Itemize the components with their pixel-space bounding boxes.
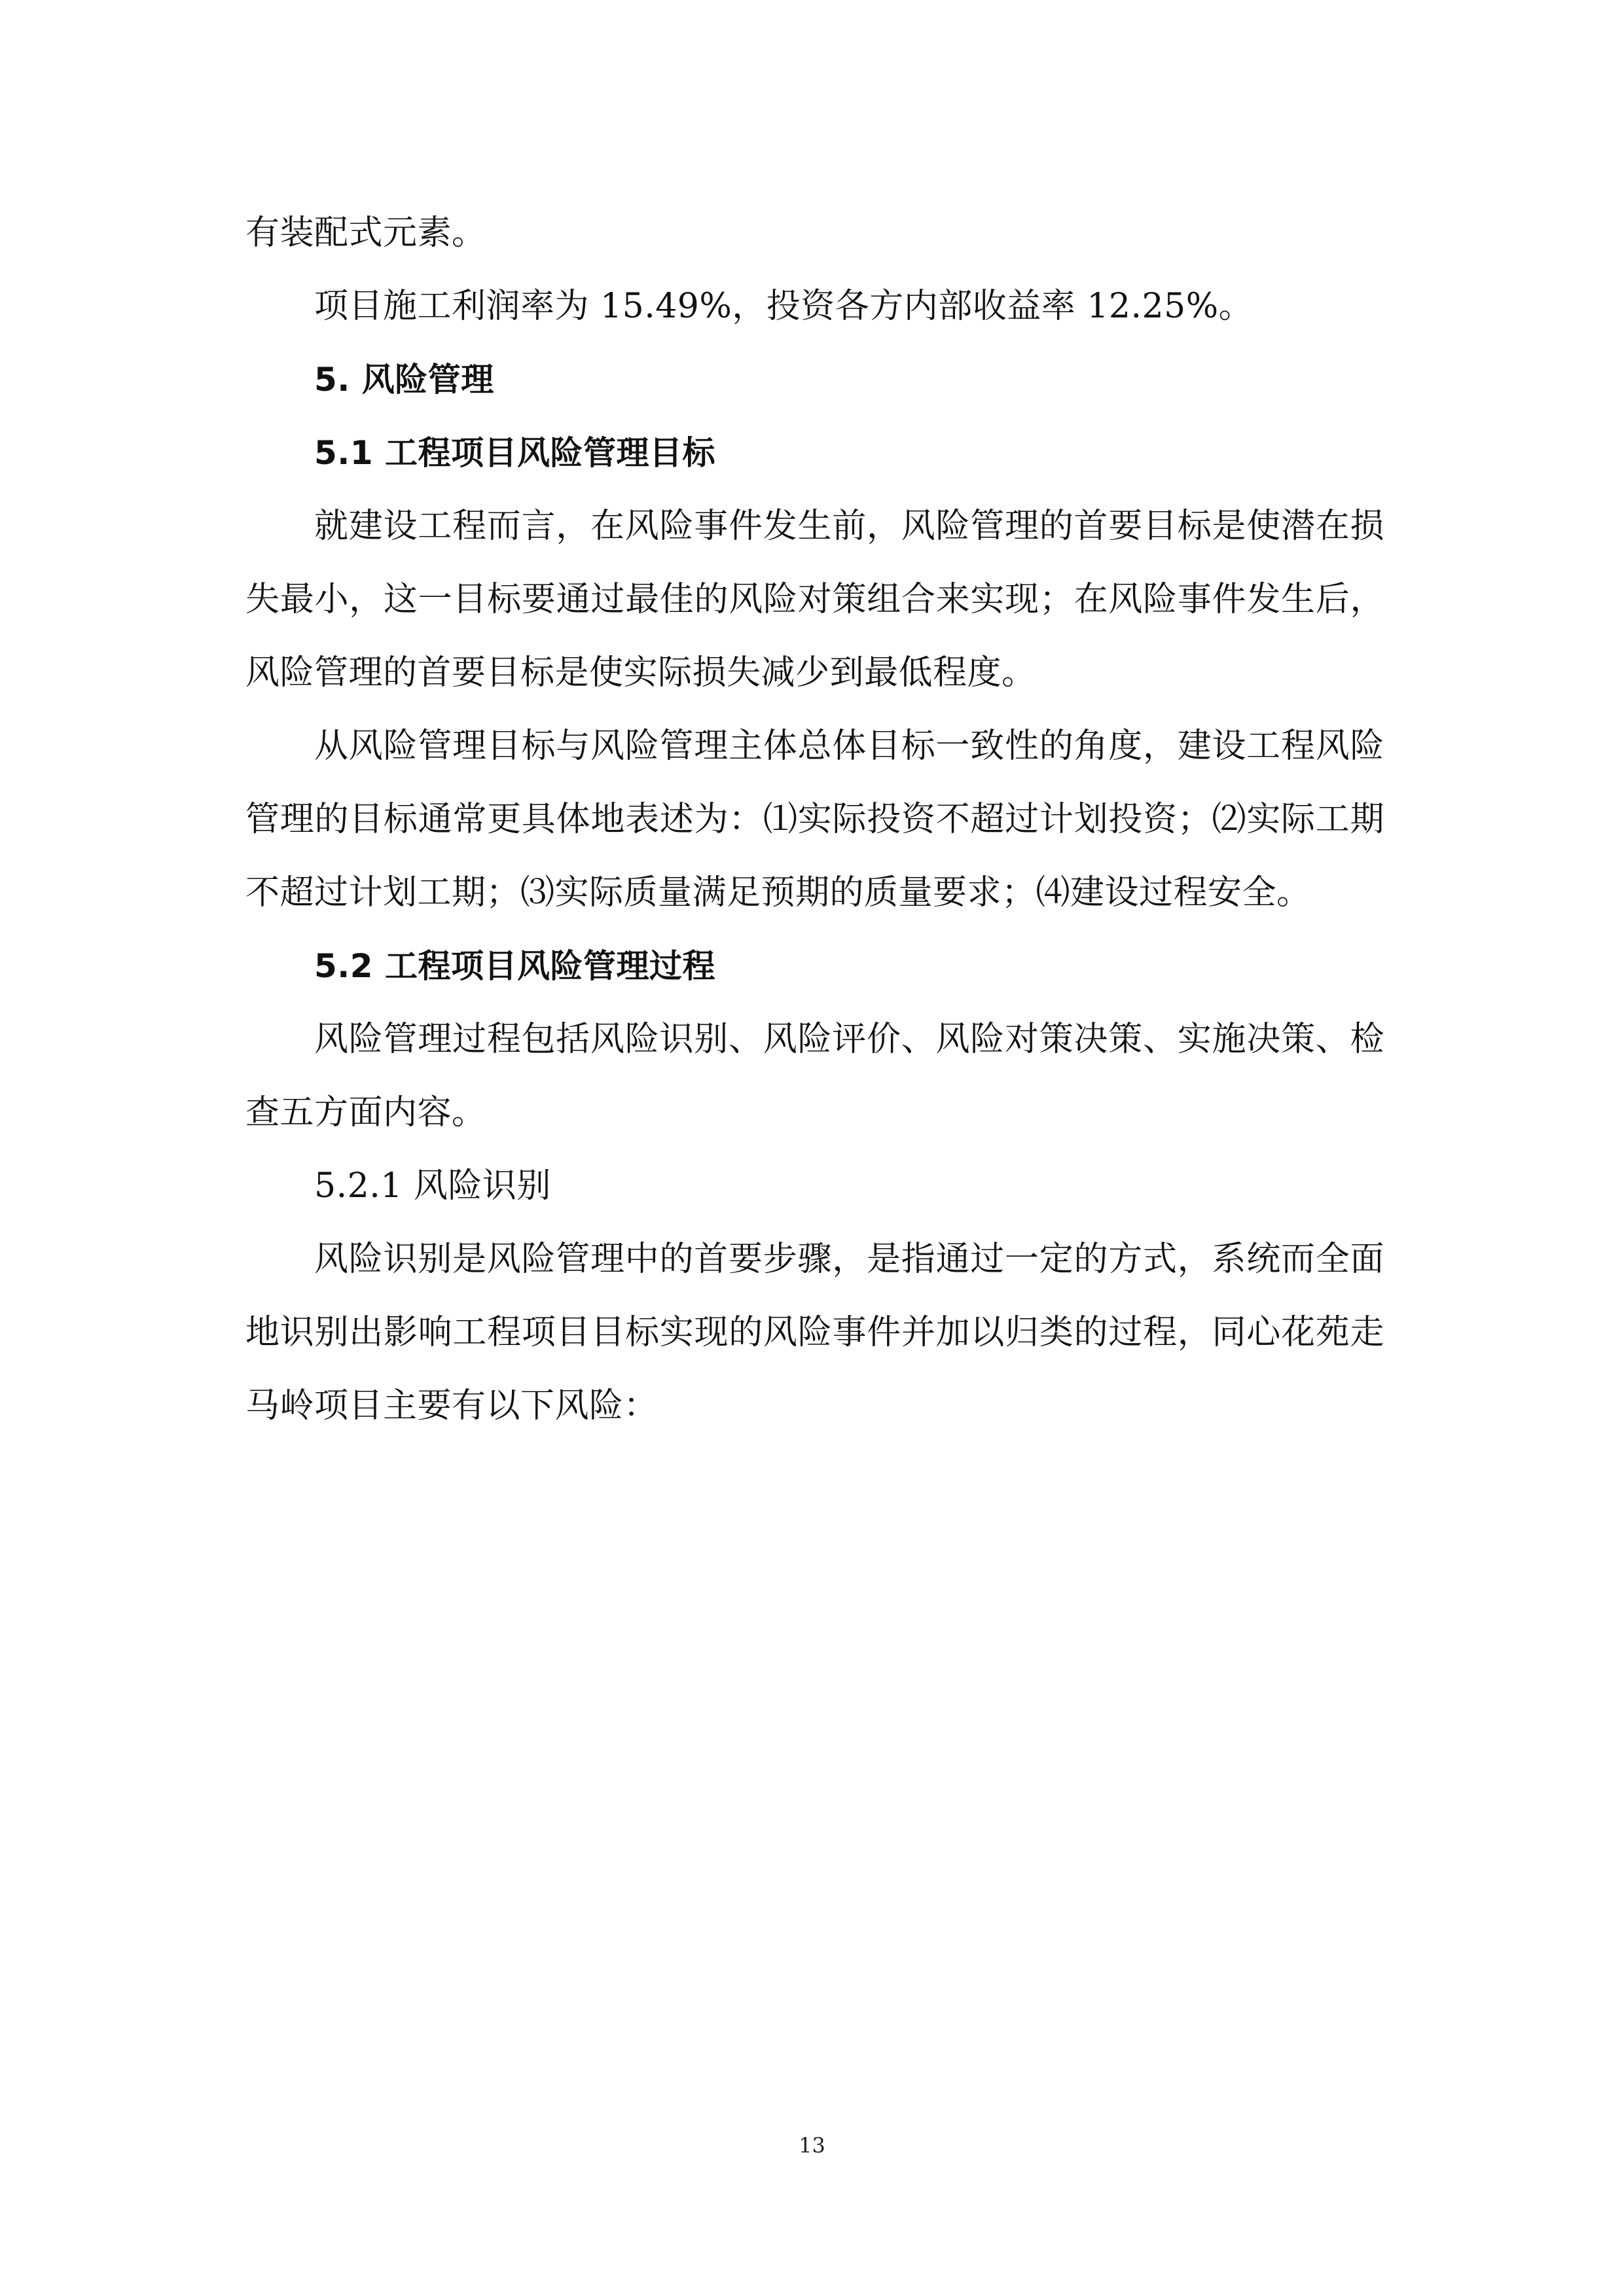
subsection-heading-risk-process: 5.2 工程项目风险管理过程: [314, 947, 715, 985]
section-heading-risk-management: 5. 风险管理: [314, 361, 494, 399]
subsection-heading-risk-goals: 5.1 工程项目风险管理目标: [314, 434, 715, 472]
paragraph-profit-rate: 项目施工利润率为 15.49%，投资各方内部收益率 12.25%。: [314, 287, 1254, 326]
paragraph-risk-identification: 风险识别是风险管理中的首要步骤，是指通过一定的方式，系统而全面地识别出影响工程项目目标实现的风险事件并加以归类的过程，同心花苑走马岭项目主要有以下风险：: [245, 1240, 1384, 1426]
paragraph-risk-goals-intro: 就建设工程而言，在风险事件发生前，风险管理的首要目标是使潜在损失最小，这一目标要通过最佳的风险对策组合来实现；在风险事件发生后，风险管理的首要目标是使实际损失减少到最低程度。: [245, 507, 1384, 692]
paragraph-risk-process: 风险管理过程包括风险识别、风险评价、风险对策决策、实施决策、检查五方面内容。: [245, 1020, 1384, 1132]
paragraph-risk-goals-detail: 从风险管理目标与风险管理主体总体目标一致性的角度，建设工程风险管理的目标通常更具体地表述为：⑴实际投资不超过计划投资；⑵实际工期不超过计划工期；⑶实际质量满足预期的质量要求；⑷建设过程安全。: [245, 726, 1384, 912]
paragraph-continuation: 有装配式元素。: [245, 213, 486, 253]
subsubsection-heading-risk-identification: 5.2.1 风险识别: [314, 1166, 551, 1206]
page-number: 13: [799, 2133, 825, 2158]
page-body: [245, 196, 1384, 1443]
